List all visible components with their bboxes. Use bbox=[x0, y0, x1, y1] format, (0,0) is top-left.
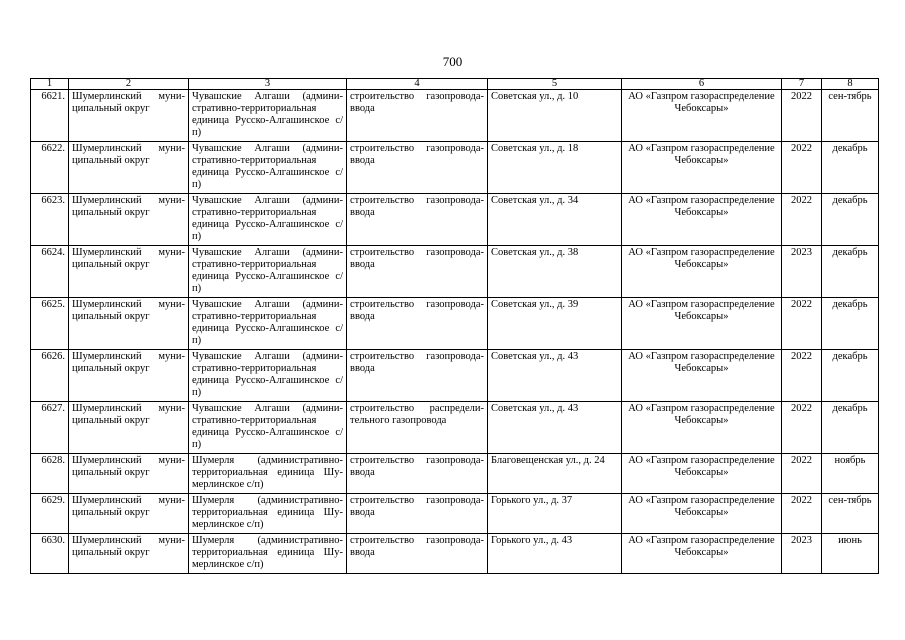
table-row bbox=[31, 402, 879, 454]
header-row bbox=[31, 79, 879, 90]
district-cell: Шумерлинский муни-ципальный округ bbox=[69, 350, 189, 402]
table-row bbox=[31, 350, 879, 402]
month-cell: декабрь bbox=[822, 350, 879, 402]
row-number-cell: 6630. bbox=[31, 534, 69, 574]
column-header: 8 bbox=[822, 79, 879, 90]
table-row bbox=[31, 90, 879, 142]
settlement-cell: Чувашские Алгаши (админи-стративно-территориальная единица Русско-Алгашинское с/п) bbox=[189, 402, 347, 454]
month-cell: декабрь bbox=[822, 142, 879, 194]
organization-cell: АО «Газпром газораспределение Чебоксары» bbox=[622, 494, 782, 534]
year-cell: 2022 bbox=[782, 402, 822, 454]
address-cell: Советская ул., д. 38 bbox=[488, 246, 622, 298]
settlement-cell: Шумерля (административно-территориальная единица Шу-мерлинское с/п) bbox=[189, 494, 347, 534]
year-cell: 2022 bbox=[782, 494, 822, 534]
month-cell: декабрь bbox=[822, 402, 879, 454]
work-type-cell: строительство газопровода-ввода bbox=[347, 494, 488, 534]
work-type-cell: строительство распредели-тельного газопровода bbox=[347, 402, 488, 454]
year-cell: 2022 bbox=[782, 298, 822, 350]
month-cell: июнь bbox=[822, 534, 879, 574]
column-header: 4 bbox=[347, 79, 488, 90]
work-type-cell: строительство газопровода-ввода bbox=[347, 534, 488, 574]
organization-cell: АО «Газпром газораспределение Чебоксары» bbox=[622, 454, 782, 494]
district-cell: Шумерлинский муни-ципальный округ bbox=[69, 534, 189, 574]
district-cell: Шумерлинский муни-ципальный округ bbox=[69, 246, 189, 298]
column-header: 2 bbox=[69, 79, 189, 90]
table-row bbox=[31, 194, 879, 246]
organization-cell: АО «Газпром газораспределение Чебоксары» bbox=[622, 142, 782, 194]
settlement-cell: Чувашские Алгаши (админи-стративно-территориальная единица Русско-Алгашинское с/п) bbox=[189, 298, 347, 350]
address-cell: Советская ул., д. 39 bbox=[488, 298, 622, 350]
address-cell: Благовещенская ул., д. 24 bbox=[488, 454, 622, 494]
district-cell: Шумерлинский муни-ципальный округ bbox=[69, 402, 189, 454]
address-cell: Советская ул., д. 10 bbox=[488, 90, 622, 142]
district-cell: Шумерлинский муни-ципальный округ bbox=[69, 142, 189, 194]
organization-cell: АО «Газпром газораспределение Чебоксары» bbox=[622, 350, 782, 402]
address-cell: Горького ул., д. 37 bbox=[488, 494, 622, 534]
district-cell: Шумерлинский муни-ципальный округ bbox=[69, 194, 189, 246]
organization-cell: АО «Газпром газораспределение Чебоксары» bbox=[622, 402, 782, 454]
settlement-cell: Чувашские Алгаши (админи-стративно-территориальная единица Русско-Алгашинское с/п) bbox=[189, 350, 347, 402]
column-header: 3 bbox=[189, 79, 347, 90]
column-header: 5 bbox=[488, 79, 622, 90]
district-cell: Шумерлинский муни-ципальный округ bbox=[69, 454, 189, 494]
page-number: 700 bbox=[442, 54, 463, 69]
row-number-cell: 6621. bbox=[31, 90, 69, 142]
row-number-cell: 6623. bbox=[31, 194, 69, 246]
address-cell: Советская ул., д. 18 bbox=[488, 142, 622, 194]
address-cell: Советская ул., д. 43 bbox=[488, 402, 622, 454]
year-cell: 2022 bbox=[782, 90, 822, 142]
settlement-cell: Чувашские Алгаши (админи-стративно-территориальная единица Русско-Алгашинское с/п) bbox=[189, 90, 347, 142]
work-type-cell: строительство газопровода-ввода bbox=[347, 142, 488, 194]
data-table bbox=[30, 78, 879, 574]
column-header: 1 bbox=[31, 79, 69, 90]
organization-cell: АО «Газпром газораспределение Чебоксары» bbox=[622, 90, 782, 142]
district-cell: Шумерлинский муни-ципальный округ bbox=[69, 494, 189, 534]
table-row bbox=[31, 246, 879, 298]
year-cell: 2023 bbox=[782, 246, 822, 298]
row-number-cell: 6627. bbox=[31, 402, 69, 454]
column-header: 7 bbox=[782, 79, 822, 90]
work-type-cell: строительство газопровода-ввода bbox=[347, 454, 488, 494]
row-number-cell: 6625. bbox=[31, 298, 69, 350]
month-cell: сен-тябрь bbox=[822, 494, 879, 534]
address-cell: Советская ул., д. 43 bbox=[488, 350, 622, 402]
row-number-cell: 6624. bbox=[31, 246, 69, 298]
work-type-cell: строительство газопровода-ввода bbox=[347, 246, 488, 298]
table-row bbox=[31, 298, 879, 350]
year-cell: 2022 bbox=[782, 454, 822, 494]
settlement-cell: Шумерля (административно-территориальная единица Шу-мерлинское с/п) bbox=[189, 534, 347, 574]
row-number-cell: 6626. bbox=[31, 350, 69, 402]
district-cell: Шумерлинский муни-ципальный округ bbox=[69, 90, 189, 142]
settlement-cell: Чувашские Алгаши (админи-стративно-территориальная единица Русско-Алгашинское с/п) bbox=[189, 194, 347, 246]
row-number-cell: 6629. bbox=[31, 494, 69, 534]
month-cell: ноябрь bbox=[822, 454, 879, 494]
district-cell: Шумерлинский муни-ципальный округ bbox=[69, 298, 189, 350]
row-number-cell: 6628. bbox=[31, 454, 69, 494]
address-cell: Советская ул., д. 34 bbox=[488, 194, 622, 246]
settlement-cell: Шумерля (административно-территориальная единица Шу-мерлинское с/п) bbox=[189, 454, 347, 494]
settlement-cell: Чувашские Алгаши (админи-стративно-территориальная единица Русско-Алгашинское с/п) bbox=[189, 246, 347, 298]
year-cell: 2022 bbox=[782, 350, 822, 402]
work-type-cell: строительство газопровода-ввода bbox=[347, 90, 488, 142]
column-header: 6 bbox=[622, 79, 782, 90]
month-cell: сен-тябрь bbox=[822, 90, 879, 142]
organization-cell: АО «Газпром газораспределение Чебоксары» bbox=[622, 194, 782, 246]
table-row bbox=[31, 534, 879, 574]
year-cell: 2022 bbox=[782, 142, 822, 194]
month-cell: декабрь bbox=[822, 194, 879, 246]
work-type-cell: строительство газопровода-ввода bbox=[347, 194, 488, 246]
month-cell: декабрь bbox=[822, 246, 879, 298]
row-number-cell: 6622. bbox=[31, 142, 69, 194]
table-row bbox=[31, 142, 879, 194]
year-cell: 2023 bbox=[782, 534, 822, 574]
work-type-cell: строительство газопровода-ввода bbox=[347, 350, 488, 402]
table-row bbox=[31, 494, 879, 534]
table-row bbox=[31, 454, 879, 494]
address-cell: Горького ул., д. 43 bbox=[488, 534, 622, 574]
organization-cell: АО «Газпром газораспределение Чебоксары» bbox=[622, 298, 782, 350]
month-cell: декабрь bbox=[822, 298, 879, 350]
year-cell: 2022 bbox=[782, 194, 822, 246]
settlement-cell: Чувашские Алгаши (админи-стративно-территориальная единица Русско-Алгашинское с/п) bbox=[189, 142, 347, 194]
organization-cell: АО «Газпром газораспределение Чебоксары» bbox=[622, 246, 782, 298]
work-type-cell: строительство газопровода-ввода bbox=[347, 298, 488, 350]
organization-cell: АО «Газпром газораспределение Чебоксары» bbox=[622, 534, 782, 574]
